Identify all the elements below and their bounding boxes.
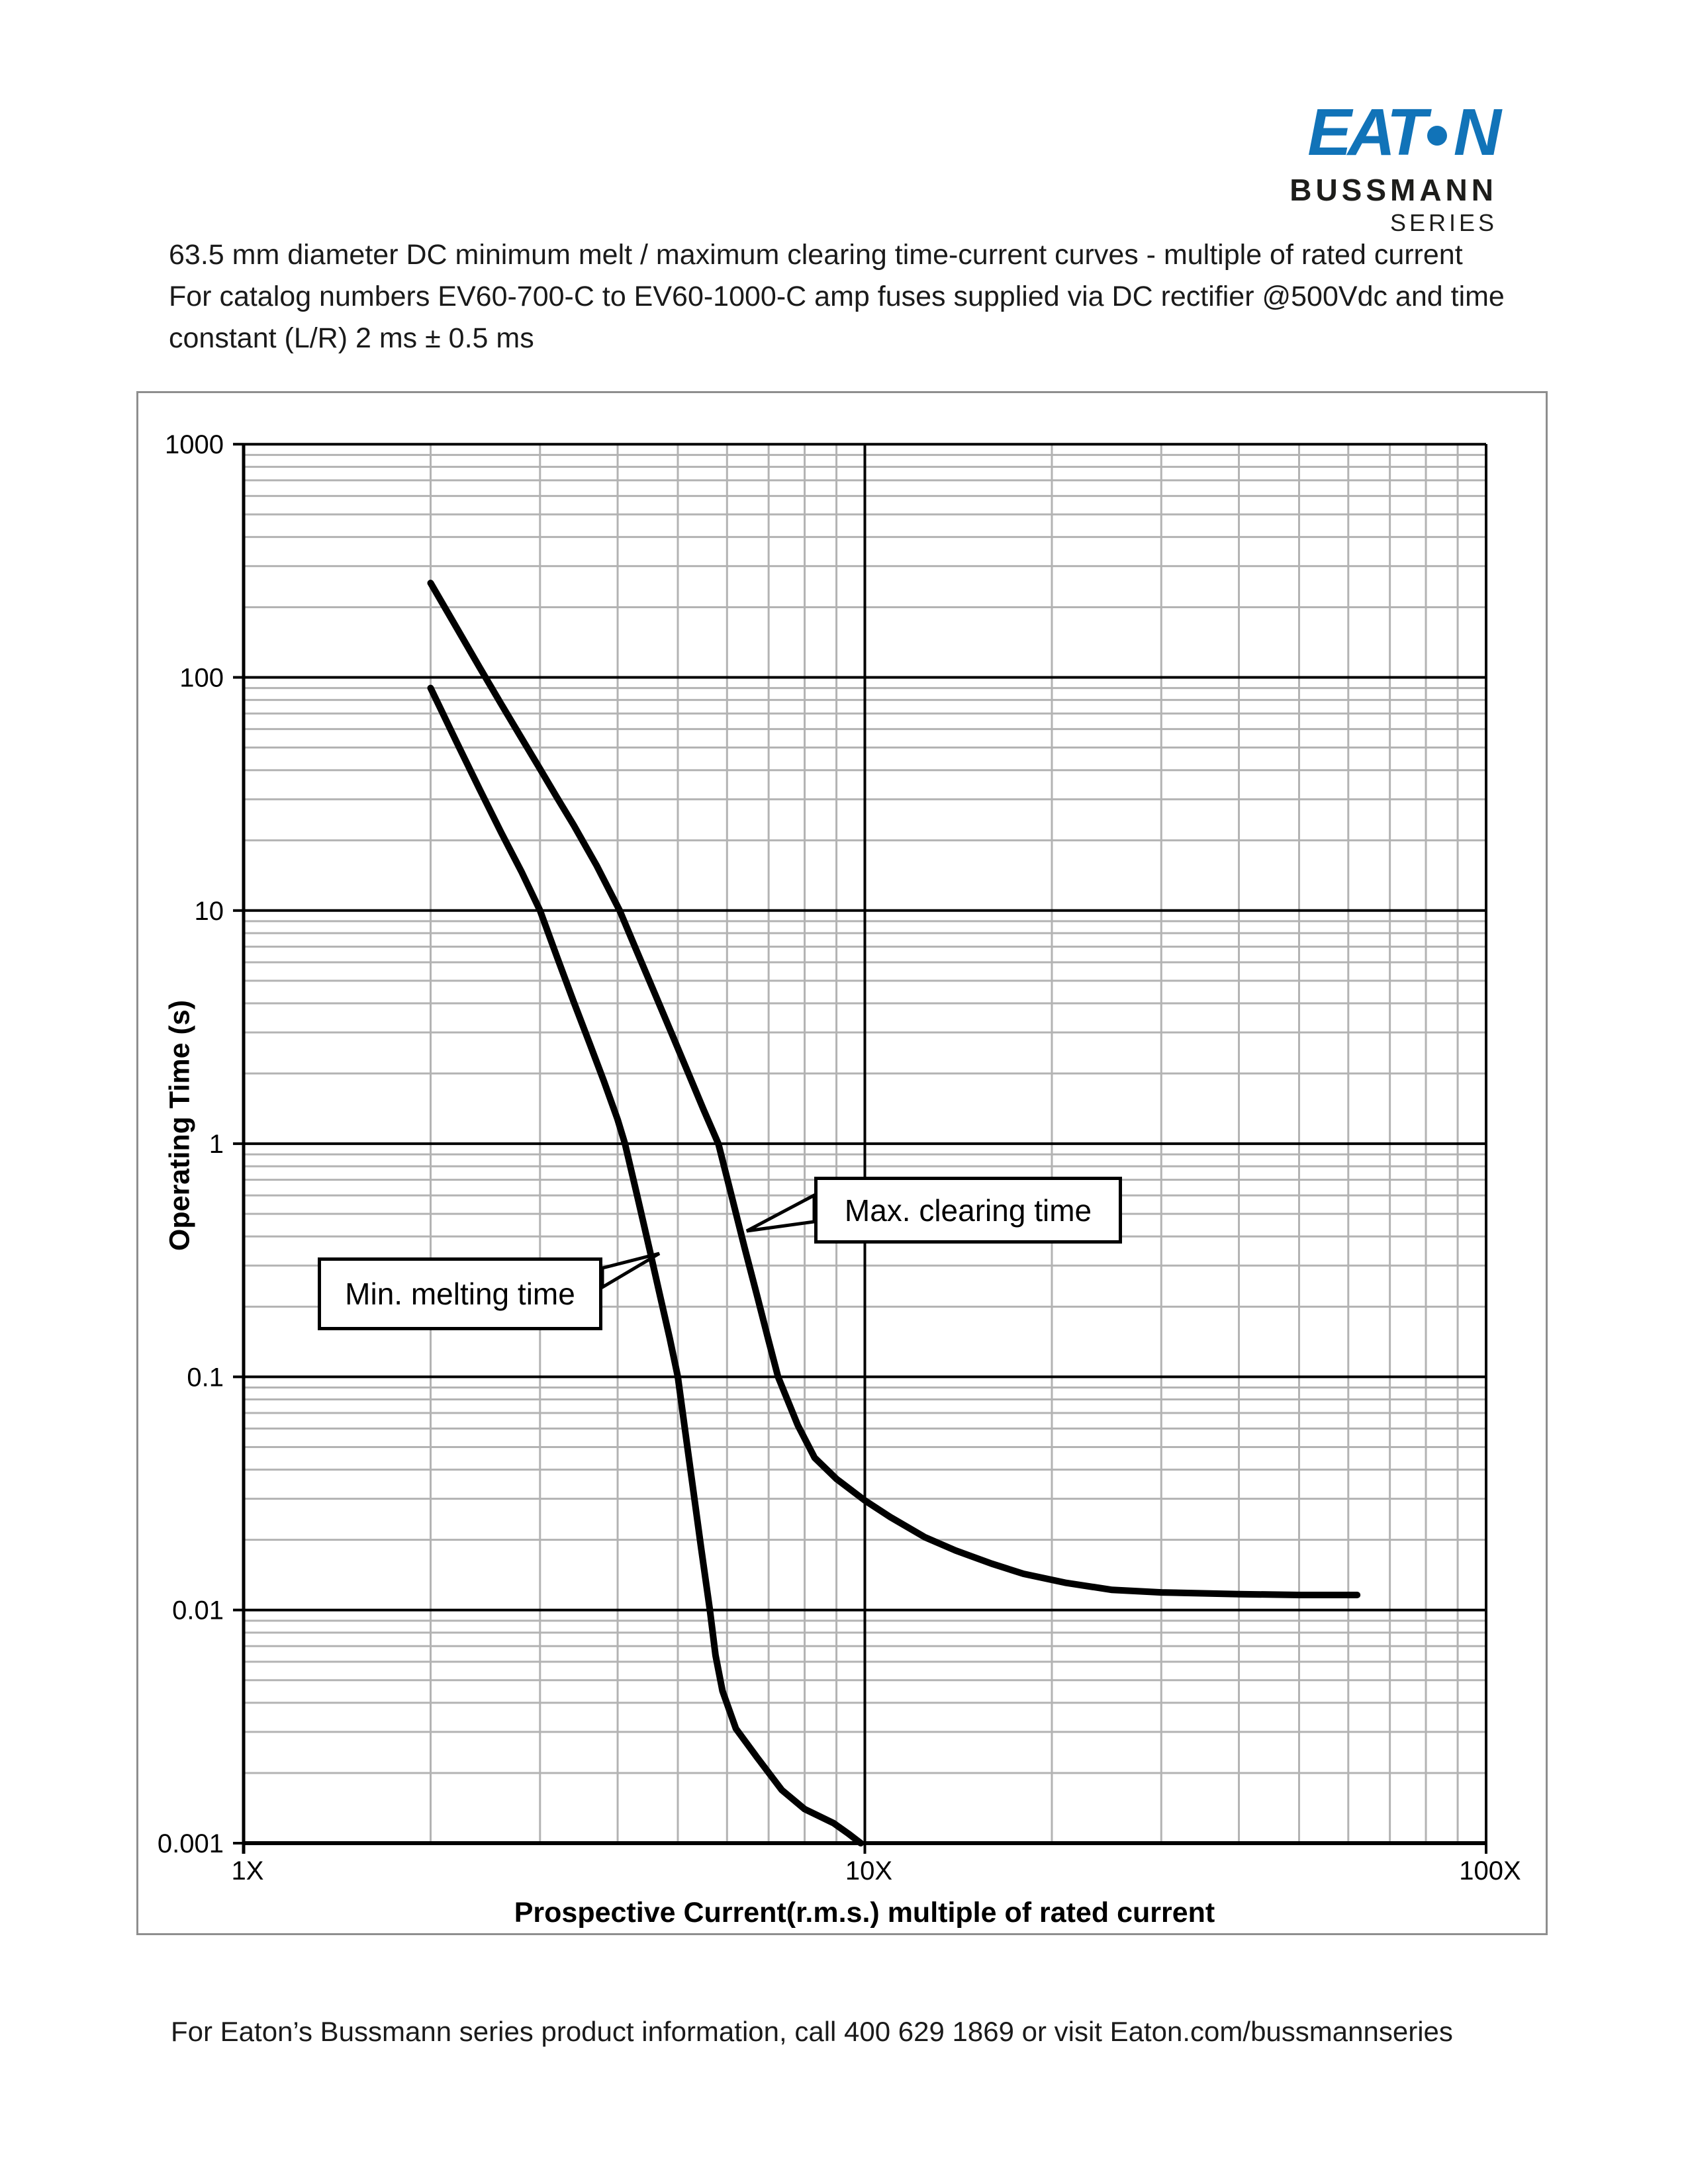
callout-max-clearing-time-label: Max. clearing time: [844, 1193, 1092, 1228]
x-tick-label: 1X: [231, 1856, 264, 1886]
logo-series-text: SERIES: [1389, 209, 1497, 236]
y-tick-label: 0.01: [172, 1596, 224, 1625]
callout-min-melting-time-label: Min. melting time: [345, 1277, 575, 1311]
x-axis-title: Prospective Current(r.m.s.) multiple of rated current: [514, 1897, 1215, 1929]
y-axis-title: Operating Time (s): [164, 999, 196, 1251]
document-title-line3: constant (L/R) 2 ms ± 0.5 ms: [169, 322, 534, 354]
y-tick-label: 10: [194, 896, 224, 926]
y-tick-label: 1000: [165, 430, 224, 460]
y-tick-label: 0.001: [157, 1829, 224, 1858]
callout-max-clearing-time: [814, 1177, 1122, 1244]
callout-leader: [602, 1253, 659, 1287]
y-tick-label: 0.1: [187, 1363, 224, 1392]
x-tick-label: 10X: [845, 1856, 893, 1886]
eaton-wordmark-right: N: [1453, 95, 1497, 169]
logo-bussmann-text: BUSSMANN: [1289, 173, 1497, 207]
footer-text: For Eaton’s Bussmann series product information, call 400 629 1869 or visit Eaton.com/bussmannseries: [171, 2016, 1453, 2047]
document-title-line1: 63.5 mm diameter DC minimum melt / maximum clearing time-current curves - multiple of rated current: [169, 239, 1463, 271]
curve-max-clearing-time: [431, 583, 1358, 1595]
y-tick-label: 1: [209, 1130, 224, 1160]
x-tick-label: 100X: [1459, 1856, 1521, 1886]
eaton-wordmark-left: EAT: [1307, 95, 1423, 169]
y-tick-label: 100: [179, 663, 224, 693]
callout-min-melting-time: [318, 1257, 602, 1330]
document-title-line2: For catalog numbers EV60-700-C to EV60-1000-C amp fuses supplied via DC rectifier @500Vdc and time: [169, 281, 1505, 312]
